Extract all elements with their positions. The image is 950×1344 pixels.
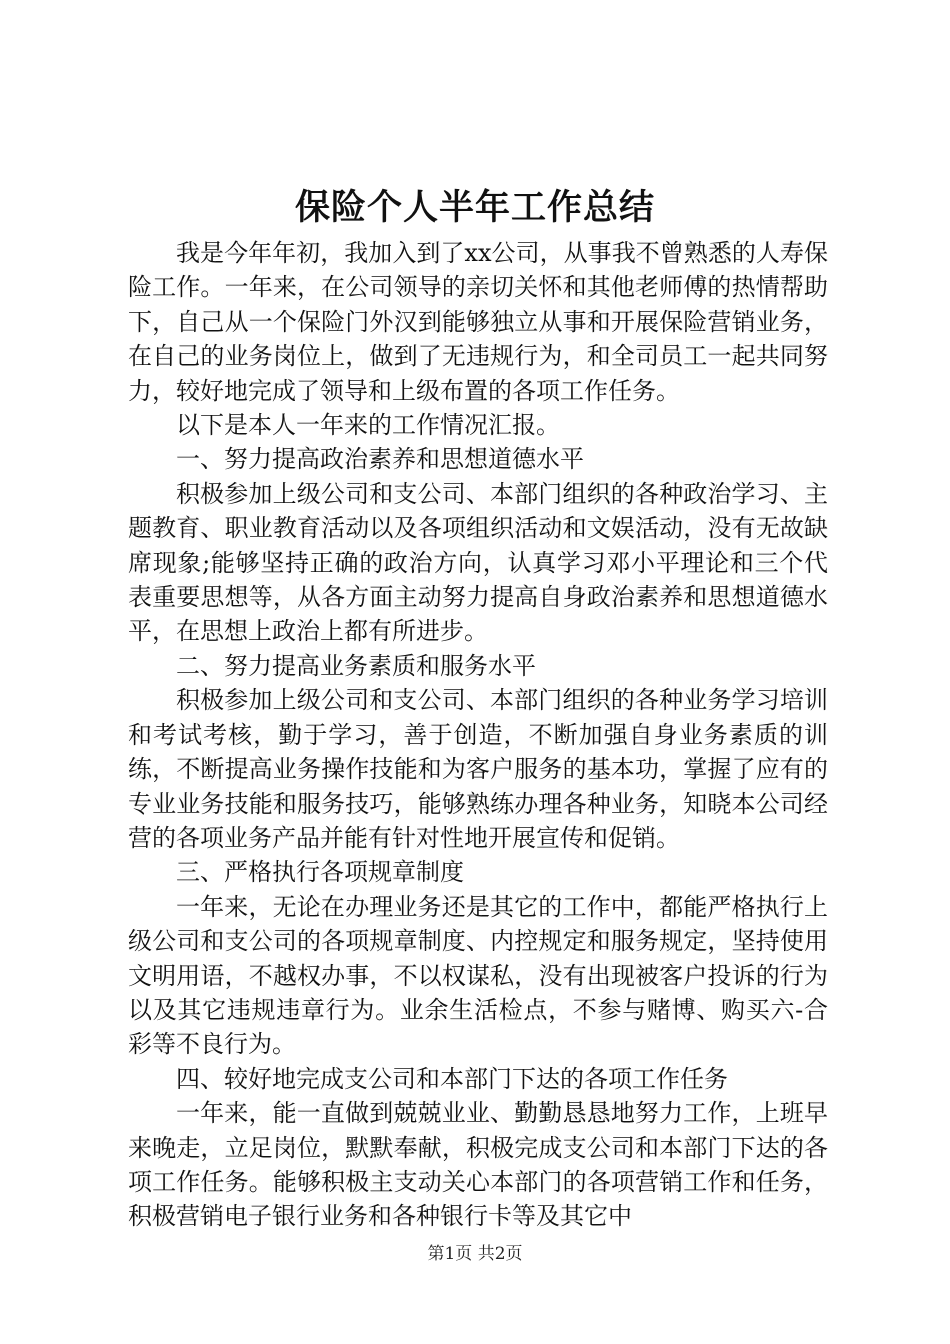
paragraph-intro: 我是今年年初，我加入到了xx公司，从事我不曾熟悉的人寿保险工作。一年来，在公司领导的亲切关怀和其他老师傅的热情帮助下，自己从一个保险门外汉到能够独立从事和开展保险营销业务，在自己的业务岗位上，做到了无违规行为，和全司员工一起共同努力，较好地完成了领导和上级布置的各项工作任务。	[128, 239, 828, 405]
paragraph-section-3: 一年来，无论在办理业务还是其它的工作中，都能严格执行上级公司和支公司的各项规章制度、内控规定和服务规定，坚持使用文明用语，不越权办事，不以权谋私，没有出现被客户投诉的行为以及其它违规违章行为。业余生活检点，不参与赌博、购买六-合彩等不良行为。	[128, 892, 828, 1059]
page-footer: 第1页 共2页	[427, 1244, 523, 1264]
document-title: 保险个人半年工作总结	[294, 187, 655, 228]
section-heading-4: 四、较好地完成支公司和本部门下达的各项工作任务	[176, 1064, 728, 1093]
paragraph-section-1: 积极参加上级公司和支公司、本部门组织的各种政治学习、主题教育、职业教育活动以及各项组织活动和文娱活动，没有无故缺席现象;能够坚持正确的政治方向，认真学习邓小平理论和三个代表重要思想等，从各方面主动努力提高自身政治素养和思想道德水平，在思想上政治上都有所进步。	[128, 479, 828, 646]
paragraph-section-4: 一年来，能一直做到兢兢业业、勤勤恳恳地努力工作，上班早来晚走，立足岗位，默默奉献，积极完成支公司和本部门下达的各项工作任务。能够积极主支动关心本部门的各项营销工作和任务，积极营销电子银行业务和各种银行卡等及其它中	[128, 1099, 828, 1231]
section-heading-2: 二、努力提高业务素质和服务水平	[176, 651, 536, 680]
document-body	[128, 236, 828, 1234]
paragraph-report-intro: 以下是本人一年来的工作情况汇报。	[176, 411, 560, 440]
paragraph-section-2: 积极参加上级公司和支公司、本部门组织的各种业务学习培训和考试考核，勤于学习，善于创造，不断加强自身业务素质的训练，不断提高业务操作技能和为客户服务的基本功，掌握了应有的专业业务技能和服务技巧，能够熟练办理各种业务，知晓本公司经营的各项业务产品并能有针对性地开展宣传和促销。	[128, 686, 828, 852]
section-heading-3: 三、严格执行各项规章制度	[176, 858, 464, 887]
section-heading-1: 一、努力提高政治素养和思想道德水平	[176, 445, 584, 474]
